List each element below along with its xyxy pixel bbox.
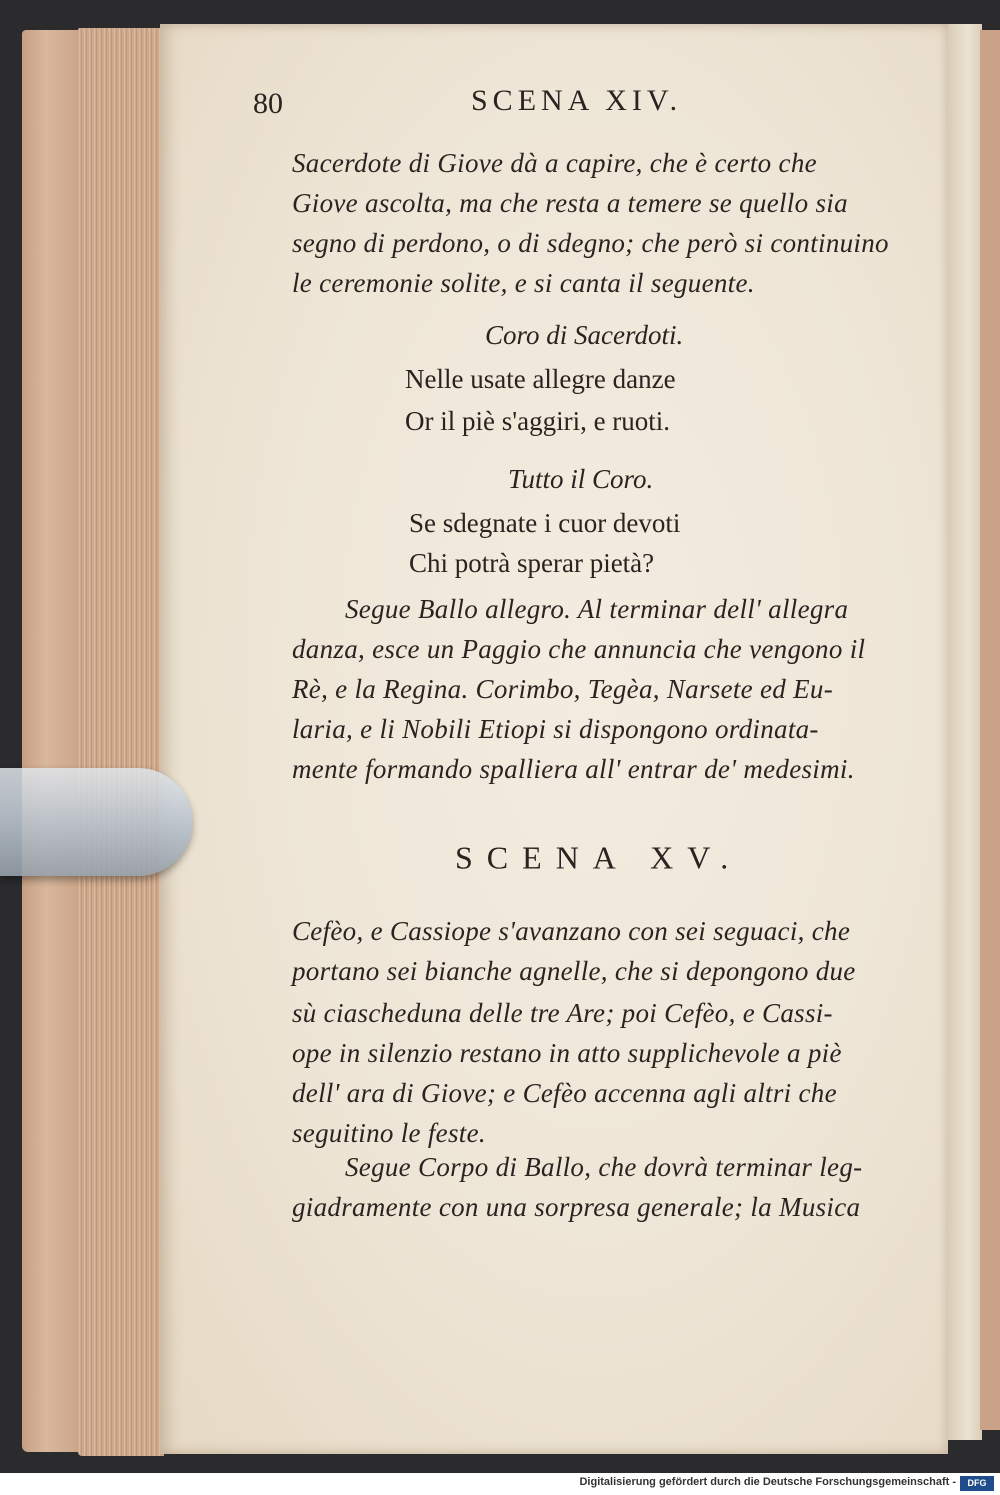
ballo-line: danza, esce un Paggio che annuncia che vengono il <box>292 634 866 664</box>
scene15-line: seguitino le feste. <box>292 1118 486 1148</box>
scene-heading: SCENA XV. <box>455 839 743 876</box>
scene15-line: dell' ara di Giove; e Cefèo accenna agli altri che <box>292 1078 837 1108</box>
book-cover-right <box>980 30 1000 1430</box>
footer-bar <box>0 1473 1000 1495</box>
dfg-logo-icon: DFG <box>960 1476 994 1491</box>
ballo-line: Rè, e la Regina. Corimbo, Tegèa, Narsete ed Eu- <box>292 674 834 704</box>
scene15-line: giadramente con una sorpresa generale; la Musica <box>292 1192 861 1222</box>
scene15-line: portano sei bianche agnelle, che si depongono due <box>292 956 856 986</box>
running-head: SCENA XIV. <box>471 84 683 117</box>
book-cover-left <box>22 30 82 1452</box>
intro-line: segno di perdono, o di sdegno; che però si continuino <box>292 228 889 258</box>
scene15-line: Segue Corpo di Ballo, che dovrà terminar leg- <box>345 1152 863 1182</box>
intro-line: Giove ascolta, ma che resta a temere se quello sia <box>292 188 848 218</box>
page-edges <box>78 28 164 1456</box>
scene15-line: Cefèo, e Cassiope s'avanzano con sei seguaci, che <box>292 916 851 946</box>
footer-credit: Digitalisierung gefördert durch die Deutsche Forschungsgemeinschaft - <box>579 1476 956 1488</box>
verse-line: Or il piè s'aggiri, e ruoti. <box>405 406 671 436</box>
glass-page-holder <box>0 768 192 876</box>
intro-line: le ceremonie solite, e si canta il seguente. <box>292 268 755 298</box>
scene15-line: ope in silenzio restano in atto supplichevole a piè <box>292 1038 842 1068</box>
ballo-line: laria, e li Nobili Etiopi si dispongono ordinata- <box>292 714 819 744</box>
ballo-line: Segue Ballo allegro. Al terminar dell' allegra <box>345 594 849 624</box>
chorus-priests-title: Coro di Sacerdoti. <box>485 320 684 350</box>
full-chorus-title: Tutto il Coro. <box>508 464 654 494</box>
page-number: 80 <box>253 87 283 120</box>
verse-line: Nelle usate allegre danze <box>405 364 676 394</box>
verse-line: Chi potrà sperar pietà? <box>409 548 655 578</box>
facing-page-edge <box>948 24 982 1440</box>
verse-line: Se sdegnate i cuor devoti <box>409 508 681 538</box>
ballo-line: mente formando spalliera all' entrar de' medesimi. <box>292 754 855 784</box>
intro-line: Sacerdote di Giove dà a capire, che è certo che <box>292 148 817 178</box>
scene15-line: sù ciascheduna delle tre Are; poi Cefèo, e Cassi- <box>292 998 833 1028</box>
